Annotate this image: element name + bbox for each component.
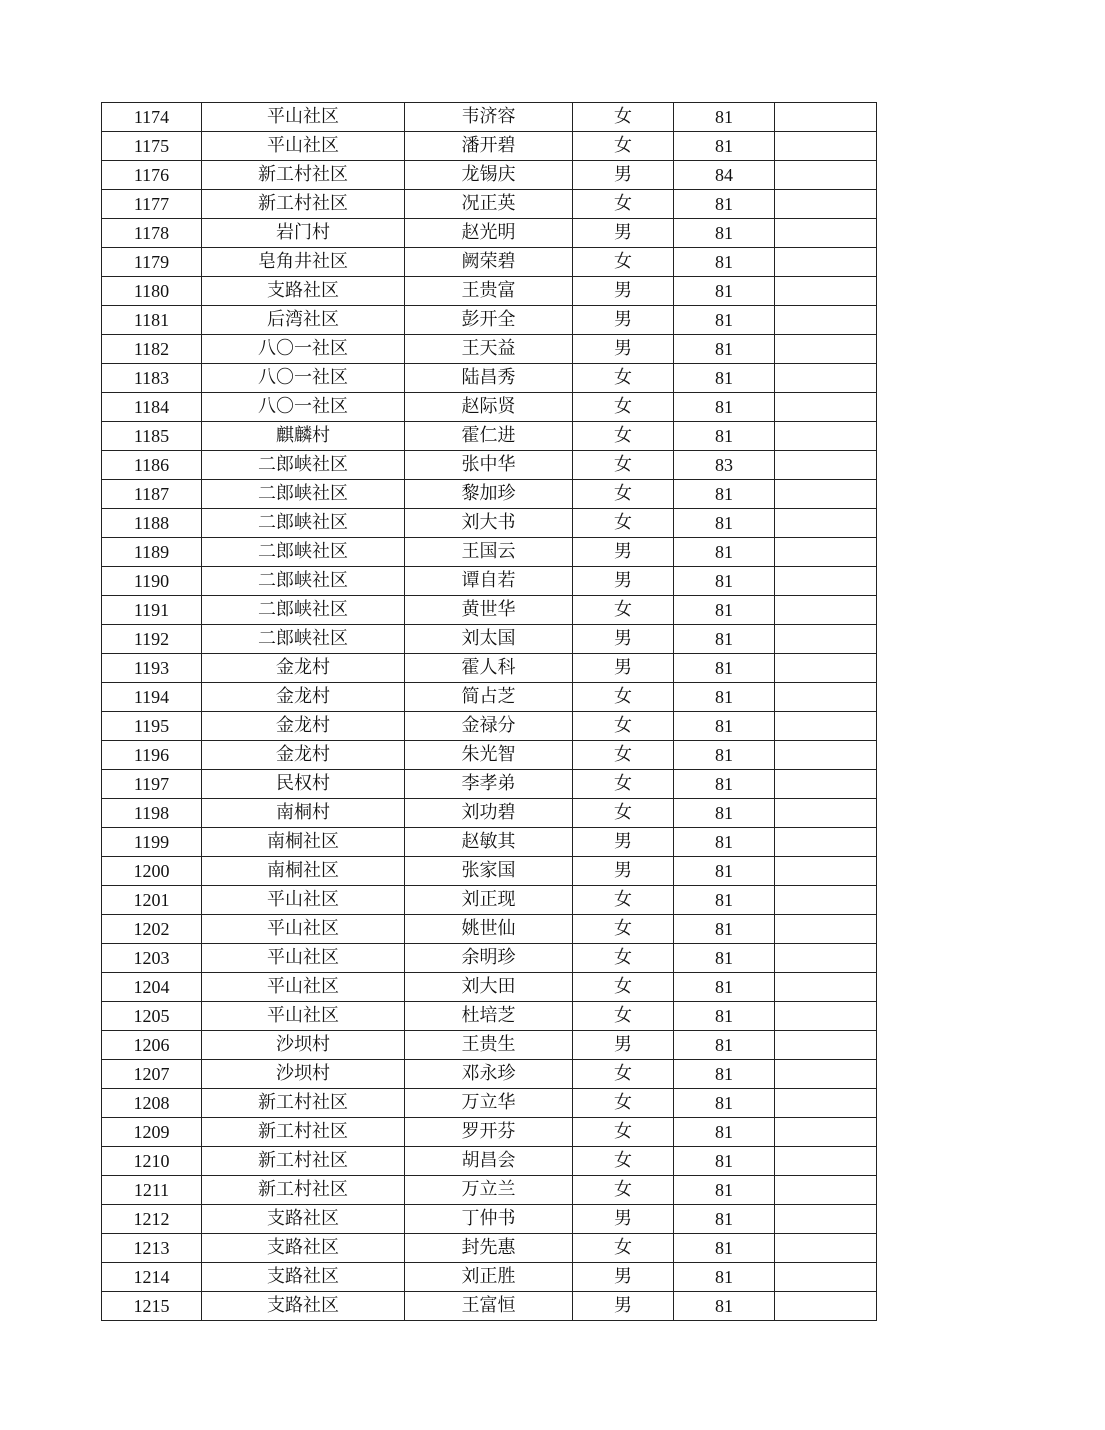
gender-cell: 女	[573, 712, 674, 741]
gender-cell: 男	[573, 306, 674, 335]
age-cell: 81	[674, 1205, 775, 1234]
person-name-cell: 刘大田	[405, 973, 573, 1002]
gender-cell: 女	[573, 944, 674, 973]
community-cell: 麒麟村	[202, 422, 405, 451]
community-cell: 新工村社区	[202, 1118, 405, 1147]
row-number-cell: 1174	[102, 103, 202, 132]
table-row	[102, 973, 877, 1002]
person-name-cell: 罗开芬	[405, 1118, 573, 1147]
remark-cell	[775, 132, 877, 161]
table-row	[102, 799, 877, 828]
community-cell: 后湾社区	[202, 306, 405, 335]
table-row	[102, 1292, 877, 1321]
row-number-cell: 1212	[102, 1205, 202, 1234]
community-cell: 沙坝村	[202, 1060, 405, 1089]
gender-cell: 女	[573, 770, 674, 799]
gender-cell: 男	[573, 1205, 674, 1234]
row-number-cell: 1175	[102, 132, 202, 161]
person-name-cell: 万立兰	[405, 1176, 573, 1205]
table-row	[102, 1060, 877, 1089]
row-number-cell: 1177	[102, 190, 202, 219]
gender-cell: 男	[573, 1263, 674, 1292]
gender-cell: 女	[573, 1089, 674, 1118]
community-cell: 新工村社区	[202, 190, 405, 219]
age-cell: 81	[674, 1176, 775, 1205]
age-cell: 81	[674, 886, 775, 915]
table-row	[102, 770, 877, 799]
row-number-cell: 1188	[102, 509, 202, 538]
row-number-cell: 1192	[102, 625, 202, 654]
gender-cell: 男	[573, 335, 674, 364]
row-number-cell: 1187	[102, 480, 202, 509]
remark-cell	[775, 509, 877, 538]
person-name-cell: 刘大书	[405, 509, 573, 538]
community-cell: 支路社区	[202, 1234, 405, 1263]
remark-cell	[775, 1263, 877, 1292]
person-name-cell: 丁仲书	[405, 1205, 573, 1234]
row-number-cell: 1196	[102, 741, 202, 770]
age-cell: 81	[674, 422, 775, 451]
row-number-cell: 1208	[102, 1089, 202, 1118]
gender-cell: 女	[573, 1234, 674, 1263]
age-cell: 81	[674, 1060, 775, 1089]
age-cell: 81	[674, 393, 775, 422]
age-cell: 81	[674, 509, 775, 538]
community-cell: 二郎峡社区	[202, 567, 405, 596]
community-cell: 支路社区	[202, 1205, 405, 1234]
person-name-cell: 韦济容	[405, 103, 573, 132]
table-row	[102, 857, 877, 886]
row-number-cell: 1200	[102, 857, 202, 886]
community-cell: 二郎峡社区	[202, 596, 405, 625]
age-cell: 81	[674, 335, 775, 364]
row-number-cell: 1197	[102, 770, 202, 799]
row-number-cell: 1190	[102, 567, 202, 596]
remark-cell	[775, 219, 877, 248]
remark-cell	[775, 480, 877, 509]
table-row	[102, 248, 877, 277]
person-name-cell: 刘太国	[405, 625, 573, 654]
remark-cell	[775, 770, 877, 799]
remark-cell	[775, 538, 877, 567]
table-row	[102, 1089, 877, 1118]
gender-cell: 女	[573, 364, 674, 393]
person-name-cell: 朱光智	[405, 741, 573, 770]
gender-cell: 女	[573, 103, 674, 132]
gender-cell: 女	[573, 596, 674, 625]
age-cell: 81	[674, 1147, 775, 1176]
remark-cell	[775, 944, 877, 973]
remark-cell	[775, 277, 877, 306]
community-cell: 民权村	[202, 770, 405, 799]
table-row	[102, 654, 877, 683]
community-cell: 八〇一社区	[202, 393, 405, 422]
row-number-cell: 1209	[102, 1118, 202, 1147]
person-name-cell: 赵敏其	[405, 828, 573, 857]
remark-cell	[775, 103, 877, 132]
community-cell: 支路社区	[202, 1292, 405, 1321]
gender-cell: 女	[573, 1060, 674, 1089]
age-cell: 81	[674, 828, 775, 857]
table-row	[102, 828, 877, 857]
row-number-cell: 1203	[102, 944, 202, 973]
age-cell: 81	[674, 944, 775, 973]
row-number-cell: 1213	[102, 1234, 202, 1263]
person-name-cell: 金禄分	[405, 712, 573, 741]
person-name-cell: 霍人科	[405, 654, 573, 683]
person-name-cell: 陆昌秀	[405, 364, 573, 393]
row-number-cell: 1184	[102, 393, 202, 422]
age-cell: 81	[674, 741, 775, 770]
table-row	[102, 480, 877, 509]
age-cell: 81	[674, 857, 775, 886]
remark-cell	[775, 1292, 877, 1321]
community-cell: 新工村社区	[202, 1089, 405, 1118]
remark-cell	[775, 741, 877, 770]
person-name-cell: 谭自若	[405, 567, 573, 596]
gender-cell: 女	[573, 1002, 674, 1031]
age-cell: 81	[674, 712, 775, 741]
table-row	[102, 451, 877, 480]
remark-cell	[775, 683, 877, 712]
person-name-cell: 刘正现	[405, 886, 573, 915]
age-cell: 81	[674, 596, 775, 625]
remark-cell	[775, 886, 877, 915]
remark-cell	[775, 335, 877, 364]
gender-cell: 男	[573, 1292, 674, 1321]
person-name-cell: 王天益	[405, 335, 573, 364]
community-cell: 平山社区	[202, 973, 405, 1002]
community-cell: 二郎峡社区	[202, 451, 405, 480]
person-name-cell: 简占芝	[405, 683, 573, 712]
remark-cell	[775, 828, 877, 857]
gender-cell: 女	[573, 451, 674, 480]
elderly-register-table	[101, 102, 877, 1321]
person-name-cell: 余明珍	[405, 944, 573, 973]
remark-cell	[775, 306, 877, 335]
table-row	[102, 335, 877, 364]
person-name-cell: 张家国	[405, 857, 573, 886]
age-cell: 81	[674, 1089, 775, 1118]
row-number-cell: 1202	[102, 915, 202, 944]
person-name-cell: 万立华	[405, 1089, 573, 1118]
gender-cell: 女	[573, 683, 674, 712]
age-cell: 81	[674, 625, 775, 654]
table-row	[102, 393, 877, 422]
age-cell: 81	[674, 480, 775, 509]
row-number-cell: 1214	[102, 1263, 202, 1292]
person-name-cell: 阙荣碧	[405, 248, 573, 277]
gender-cell: 女	[573, 248, 674, 277]
row-number-cell: 1211	[102, 1176, 202, 1205]
community-cell: 八〇一社区	[202, 364, 405, 393]
remark-cell	[775, 596, 877, 625]
table-row	[102, 1118, 877, 1147]
age-cell: 81	[674, 190, 775, 219]
person-name-cell: 彭开全	[405, 306, 573, 335]
gender-cell: 女	[573, 915, 674, 944]
row-number-cell: 1199	[102, 828, 202, 857]
row-number-cell: 1180	[102, 277, 202, 306]
remark-cell	[775, 1118, 877, 1147]
gender-cell: 女	[573, 190, 674, 219]
person-name-cell: 霍仁进	[405, 422, 573, 451]
community-cell: 支路社区	[202, 277, 405, 306]
community-cell: 平山社区	[202, 1002, 405, 1031]
row-number-cell: 1204	[102, 973, 202, 1002]
table-row	[102, 886, 877, 915]
community-cell: 八〇一社区	[202, 335, 405, 364]
remark-cell	[775, 625, 877, 654]
age-cell: 81	[674, 683, 775, 712]
person-name-cell: 王富恒	[405, 1292, 573, 1321]
gender-cell: 女	[573, 422, 674, 451]
community-cell: 皂角井社区	[202, 248, 405, 277]
gender-cell: 女	[573, 1118, 674, 1147]
remark-cell	[775, 1176, 877, 1205]
remark-cell	[775, 973, 877, 1002]
table-row	[102, 103, 877, 132]
community-cell: 平山社区	[202, 132, 405, 161]
row-number-cell: 1178	[102, 219, 202, 248]
age-cell: 81	[674, 770, 775, 799]
table-row	[102, 596, 877, 625]
gender-cell: 男	[573, 219, 674, 248]
row-number-cell: 1183	[102, 364, 202, 393]
row-number-cell: 1215	[102, 1292, 202, 1321]
table-row	[102, 277, 877, 306]
person-name-cell: 王贵富	[405, 277, 573, 306]
remark-cell	[775, 857, 877, 886]
gender-cell: 男	[573, 567, 674, 596]
age-cell: 81	[674, 915, 775, 944]
gender-cell: 男	[573, 161, 674, 190]
table-row	[102, 1031, 877, 1060]
remark-cell	[775, 451, 877, 480]
row-number-cell: 1182	[102, 335, 202, 364]
table-row	[102, 1147, 877, 1176]
remark-cell	[775, 1002, 877, 1031]
row-number-cell: 1206	[102, 1031, 202, 1060]
table-row	[102, 915, 877, 944]
remark-cell	[775, 364, 877, 393]
table-row	[102, 1205, 877, 1234]
table-row	[102, 683, 877, 712]
gender-cell: 女	[573, 509, 674, 538]
person-name-cell: 杜培芝	[405, 1002, 573, 1031]
row-number-cell: 1176	[102, 161, 202, 190]
gender-cell: 男	[573, 828, 674, 857]
person-name-cell: 黄世华	[405, 596, 573, 625]
community-cell: 平山社区	[202, 103, 405, 132]
person-name-cell: 龙锡庆	[405, 161, 573, 190]
community-cell: 金龙村	[202, 654, 405, 683]
age-cell: 81	[674, 567, 775, 596]
row-number-cell: 1207	[102, 1060, 202, 1089]
community-cell: 新工村社区	[202, 161, 405, 190]
remark-cell	[775, 799, 877, 828]
row-number-cell: 1210	[102, 1147, 202, 1176]
gender-cell: 女	[573, 1176, 674, 1205]
age-cell: 81	[674, 132, 775, 161]
table-row	[102, 132, 877, 161]
community-cell: 二郎峡社区	[202, 480, 405, 509]
table-row	[102, 1176, 877, 1205]
community-cell: 二郎峡社区	[202, 538, 405, 567]
table-row	[102, 1234, 877, 1263]
gender-cell: 女	[573, 393, 674, 422]
remark-cell	[775, 393, 877, 422]
person-name-cell: 封先惠	[405, 1234, 573, 1263]
table-row	[102, 509, 877, 538]
age-cell: 81	[674, 1292, 775, 1321]
remark-cell	[775, 1234, 877, 1263]
age-cell: 81	[674, 1234, 775, 1263]
row-number-cell: 1195	[102, 712, 202, 741]
person-name-cell: 赵际贤	[405, 393, 573, 422]
community-cell: 二郎峡社区	[202, 509, 405, 538]
gender-cell: 男	[573, 277, 674, 306]
remark-cell	[775, 1147, 877, 1176]
gender-cell: 男	[573, 654, 674, 683]
community-cell: 平山社区	[202, 944, 405, 973]
row-number-cell: 1191	[102, 596, 202, 625]
table-row	[102, 538, 877, 567]
row-number-cell: 1198	[102, 799, 202, 828]
community-cell: 金龙村	[202, 741, 405, 770]
remark-cell	[775, 1205, 877, 1234]
age-cell: 81	[674, 248, 775, 277]
remark-cell	[775, 422, 877, 451]
row-number-cell: 1179	[102, 248, 202, 277]
community-cell: 南桐社区	[202, 828, 405, 857]
remark-cell	[775, 248, 877, 277]
gender-cell: 男	[573, 538, 674, 567]
gender-cell: 男	[573, 1031, 674, 1060]
age-cell: 81	[674, 364, 775, 393]
gender-cell: 女	[573, 1147, 674, 1176]
remark-cell	[775, 1089, 877, 1118]
community-cell: 新工村社区	[202, 1147, 405, 1176]
remark-cell	[775, 915, 877, 944]
community-cell: 二郎峡社区	[202, 625, 405, 654]
gender-cell: 女	[573, 741, 674, 770]
table-row	[102, 306, 877, 335]
community-cell: 岩门村	[202, 219, 405, 248]
age-cell: 81	[674, 1031, 775, 1060]
table-row	[102, 1002, 877, 1031]
person-name-cell: 王国云	[405, 538, 573, 567]
age-cell: 81	[674, 277, 775, 306]
row-number-cell: 1181	[102, 306, 202, 335]
community-cell: 沙坝村	[202, 1031, 405, 1060]
table-body	[102, 103, 877, 1321]
remark-cell	[775, 567, 877, 596]
age-cell: 84	[674, 161, 775, 190]
row-number-cell: 1201	[102, 886, 202, 915]
age-cell: 81	[674, 654, 775, 683]
row-number-cell: 1205	[102, 1002, 202, 1031]
table-row	[102, 190, 877, 219]
community-cell: 金龙村	[202, 683, 405, 712]
community-cell: 支路社区	[202, 1263, 405, 1292]
gender-cell: 女	[573, 973, 674, 1002]
person-name-cell: 况正英	[405, 190, 573, 219]
table-row	[102, 422, 877, 451]
remark-cell	[775, 190, 877, 219]
gender-cell: 男	[573, 857, 674, 886]
person-name-cell: 张中华	[405, 451, 573, 480]
table-row	[102, 1263, 877, 1292]
remark-cell	[775, 161, 877, 190]
table-row	[102, 712, 877, 741]
gender-cell: 女	[573, 886, 674, 915]
community-cell: 平山社区	[202, 915, 405, 944]
person-name-cell: 刘功碧	[405, 799, 573, 828]
person-name-cell: 黎加珍	[405, 480, 573, 509]
age-cell: 83	[674, 451, 775, 480]
person-name-cell: 刘正胜	[405, 1263, 573, 1292]
remark-cell	[775, 1060, 877, 1089]
age-cell: 81	[674, 103, 775, 132]
row-number-cell: 1186	[102, 451, 202, 480]
person-name-cell: 胡昌会	[405, 1147, 573, 1176]
age-cell: 81	[674, 1118, 775, 1147]
gender-cell: 女	[573, 480, 674, 509]
table-row	[102, 364, 877, 393]
table-row	[102, 219, 877, 248]
person-name-cell: 邓永珍	[405, 1060, 573, 1089]
age-cell: 81	[674, 1263, 775, 1292]
gender-cell: 女	[573, 132, 674, 161]
person-name-cell: 李孝弟	[405, 770, 573, 799]
row-number-cell: 1189	[102, 538, 202, 567]
gender-cell: 男	[573, 625, 674, 654]
row-number-cell: 1193	[102, 654, 202, 683]
person-name-cell: 王贵生	[405, 1031, 573, 1060]
row-number-cell: 1194	[102, 683, 202, 712]
person-name-cell: 赵光明	[405, 219, 573, 248]
table-row	[102, 944, 877, 973]
community-cell: 平山社区	[202, 886, 405, 915]
community-cell: 南桐村	[202, 799, 405, 828]
table-row	[102, 741, 877, 770]
gender-cell: 女	[573, 799, 674, 828]
table-row	[102, 161, 877, 190]
community-cell: 金龙村	[202, 712, 405, 741]
table-row	[102, 625, 877, 654]
person-name-cell: 姚世仙	[405, 915, 573, 944]
community-cell: 南桐社区	[202, 857, 405, 886]
age-cell: 81	[674, 538, 775, 567]
community-cell: 新工村社区	[202, 1176, 405, 1205]
remark-cell	[775, 654, 877, 683]
age-cell: 81	[674, 799, 775, 828]
remark-cell	[775, 1031, 877, 1060]
age-cell: 81	[674, 973, 775, 1002]
age-cell: 81	[674, 219, 775, 248]
remark-cell	[775, 712, 877, 741]
age-cell: 81	[674, 1002, 775, 1031]
age-cell: 81	[674, 306, 775, 335]
table-row	[102, 567, 877, 596]
person-name-cell: 潘开碧	[405, 132, 573, 161]
row-number-cell: 1185	[102, 422, 202, 451]
